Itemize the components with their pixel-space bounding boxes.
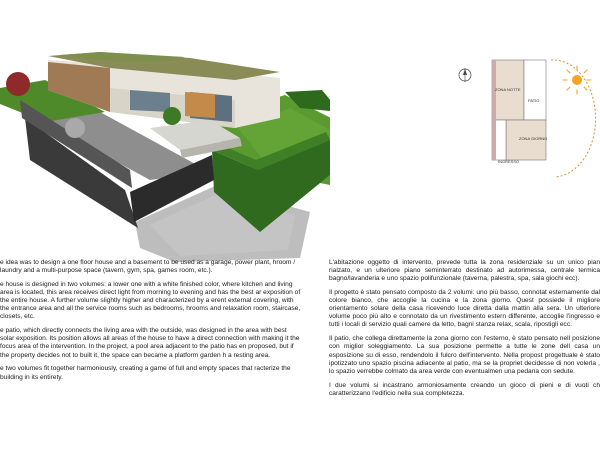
red-tree	[6, 72, 30, 96]
paragraph-en-3: e patio, which directly connects the living area with the outside, was designed in the area with best solar exposition. Its position allows all areas of the house to have a direct connection with making it the focus area of the intervention. In the project, a pool area adjacent to the patio has en proposed, but if the property decides not to built it, the space can became a platform garden h a resting area.	[0, 327, 300, 359]
house-glazing-2	[130, 90, 170, 112]
paragraph-it-1: L'abitazione oggetto di intervento, prevede tutta la zona residenziale su un unico pian rialzato, e un ulteriore piano seminterrato destinato ad autorimessa, centrale termica bagno/lavanderia e uno spazio polifunzionale (taverna, palestra, spa, sala giochi ecc).	[329, 259, 600, 283]
patio-block	[524, 60, 546, 120]
paragraph-it-4: I due volumi si incastrano armoniosamente creando un gioco di pieni e di vuoti ch caratterizzano l'edificio nella sua completezza.	[329, 381, 600, 397]
paragraph-it-2: Il progetto è stato pensato composto da 2 volumi: uno più basso, connotat esternamente dal colore bianco, che accoglie la cucina e la zona giorno. Quest possiede il migliore orientamento solare della casa ricevendo luce diretta dalla mattin alla sera. Un ulteriore volume poco più alto e connotato da un rivestimento estern differente, accoglie l'ingresso e tutti i locali di servizio quali camere da letto, bagni stanza relax, scala, ripostigli ecc.	[329, 289, 600, 329]
plan-stripe-2	[492, 120, 496, 160]
north-arrow-icon	[459, 68, 471, 82]
description-italian	[329, 259, 600, 404]
plan-label-patio: PATIO	[528, 98, 540, 103]
paragraph-en-1: e idea was to design a one floor house and a basement to be used as a garage, power plant, hroom / laundry and a multi-purpose space (tavern, gym, spa, games room, etc.).	[0, 259, 296, 275]
plan-label-zona-giorno: ZONA GIORNO	[519, 136, 548, 141]
paragraph-en-2: e house is designed in two volumes: a lower one with a white finished color, where kitchen and living area is located, this area receives direct light from morning to evening and has the best ar exposition of the entire house. A further volume slightly higher and characterized by a erent external covering, with the entrance area and all the service rooms such as bedrooms, hrooms and relaxation room, staircase, closets, etc.	[0, 280, 301, 321]
plan-label-ingresso: INGRESSO	[498, 159, 520, 164]
description-english	[0, 259, 302, 387]
house-rendering	[0, 0, 330, 262]
paragraph-it-3: Il patio, che collega direttamente la zona giorno con l'esterno, è stato pensato nell posizione con miglior soleggiamento. La sua posizione permette a tutte le zone dell casa un esposizione su di esso, rendendolo il fulcro dell'intervento. Nella propost progettuale è stato ipotizzato uno spazio piscina adiacente al patio, ma se la propriet decidesse di non volerla , lo spazio verrebbe colmato da area verde con eventualmen una pedana con sedute.	[329, 335, 600, 375]
house-wood-panel	[185, 92, 215, 118]
shrub-2	[65, 118, 85, 138]
site-orientation-plan	[455, 55, 600, 180]
plan-label-zona-notte: ZONA NOTTE	[495, 87, 521, 92]
shrub	[163, 107, 181, 125]
paragraph-en-4: e two volumes fit together harmoniously, creating a game of full and empty spaces that racterize the building in its entirety.	[0, 365, 291, 381]
